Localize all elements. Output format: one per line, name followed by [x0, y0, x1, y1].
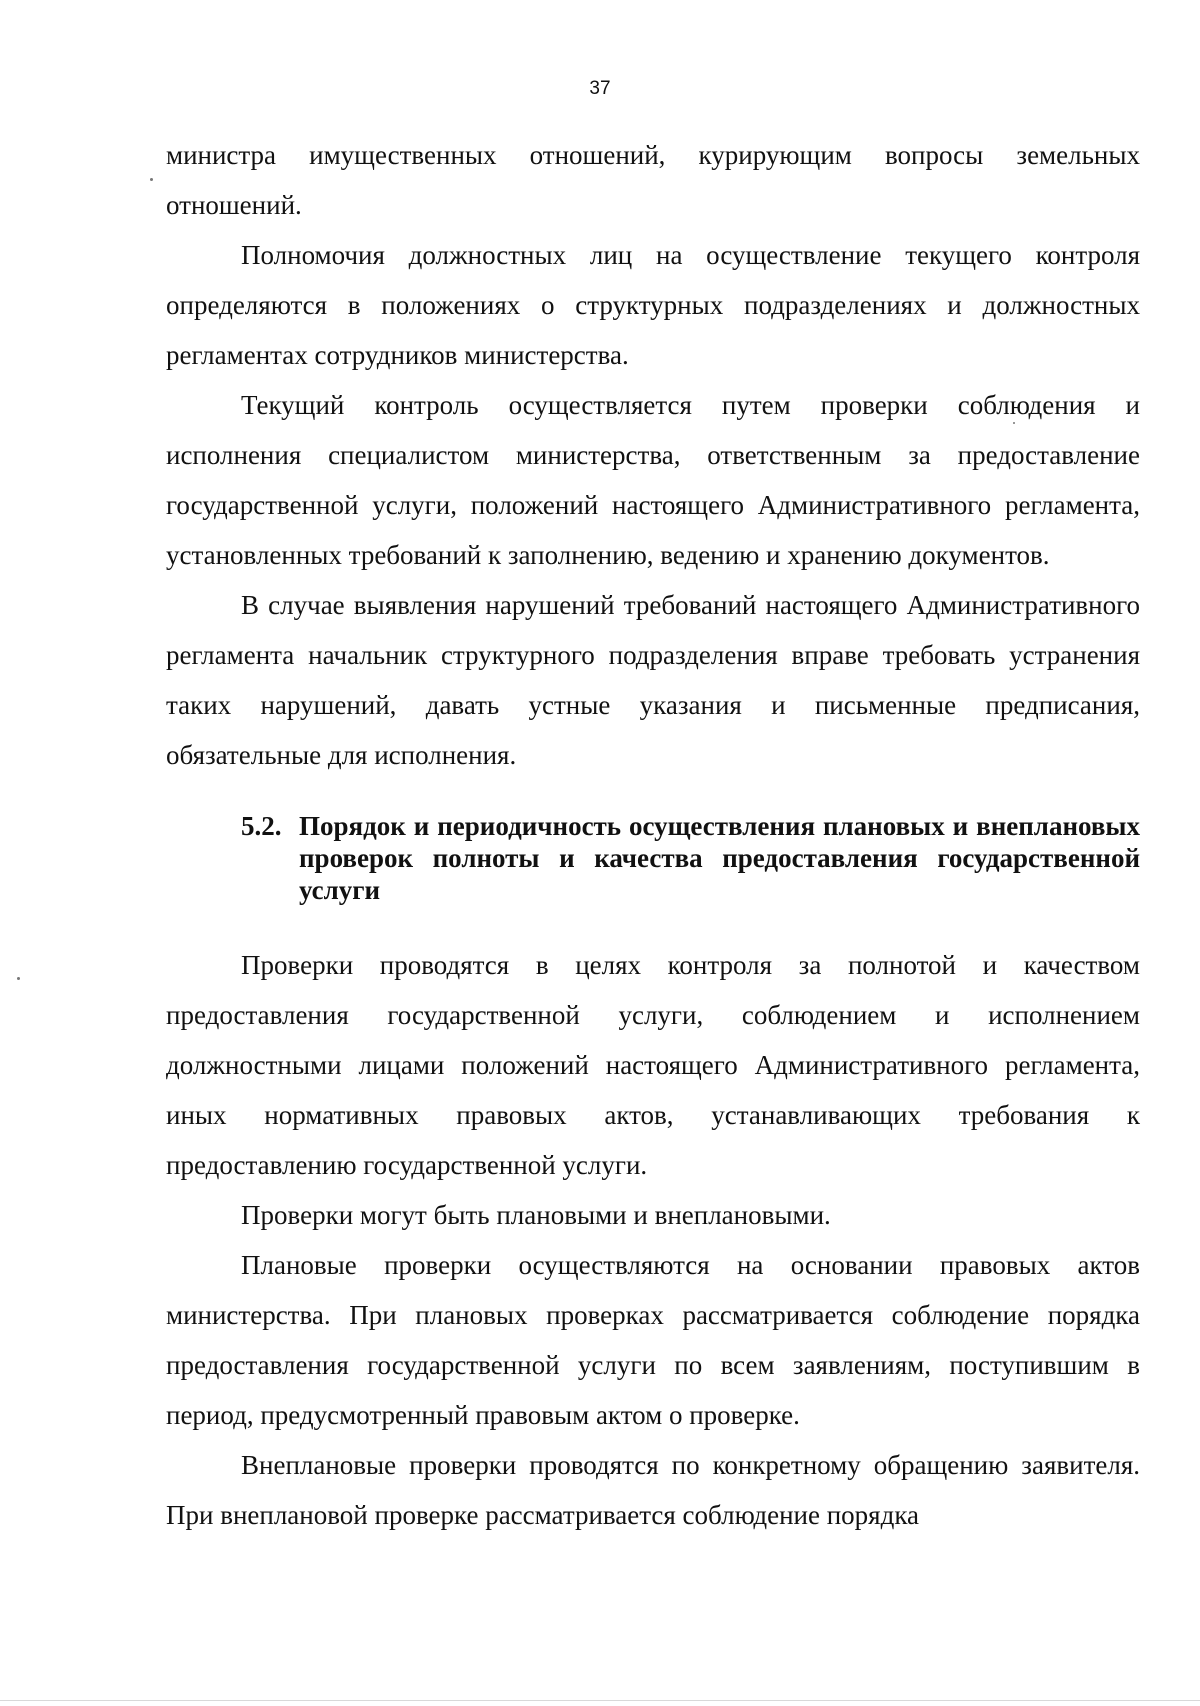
page-number: 37 — [589, 78, 611, 99]
scan-dot — [150, 178, 153, 181]
paragraph-3: Текущий контроль осуществляется путем проверки соблюдения и исполнения специалистом министерства, ответственным за предоставление государственной услуги, положений настоящего Административного регламента, установленных требований к заполнению, ведению и хранению документов. — [166, 390, 1140, 570]
paragraph-6: Проверки могут быть плановыми и внеплановыми. — [241, 1200, 831, 1230]
document-body — [166, 130, 1140, 1540]
paragraph-8: Внеплановые проверки проводятся по конкретному обращению заявителя. При внеплановой проверке рассматривается соблюдение порядка — [166, 1450, 1140, 1530]
scan-edge-line — [0, 1700, 1200, 1701]
paragraph-2: Полномочия должностных лиц на осуществление текущего контроля определяются в положениях о структурных подразделениях и должностных регламентах сотрудников министерства. — [166, 240, 1140, 370]
scan-dot — [17, 977, 20, 980]
paragraph-7: Плановые проверки осуществляются на основании правовых актов министерства. При плановых проверках рассматривается соблюдение порядка предоставления государственной услуги по всем заявлениям, поступившим в период, предусмотренный правовым актом о проверке. — [166, 1250, 1140, 1430]
section-heading — [241, 810, 1140, 906]
section-number: 5.2. — [241, 811, 282, 841]
section-title: Порядок и периодичность осуществления плановых и внеплановых проверок полноты и качества предоставления государственной услуги — [299, 811, 1140, 905]
paragraph-5: Проверки проводятся в целях контроля за полнотой и качеством предоставления государственной услуги, соблюдением и исполнением должностными лицами положений настоящего Административного регламента, иных нормативных правовых актов, устанавливающих требования к предоставлению государственной услуги. — [166, 950, 1140, 1180]
paragraph-1: министра имущественных отношений, курирующим вопросы земельных отношений. — [166, 140, 1140, 220]
scan-dot — [1013, 422, 1015, 424]
paragraph-4: В случае выявления нарушений требований настоящего Административного регламента начальник структурного подразделения вправе требовать устранения таких нарушений, давать устные указания и письменные предписания, обязательные для исполнения. — [166, 590, 1140, 770]
